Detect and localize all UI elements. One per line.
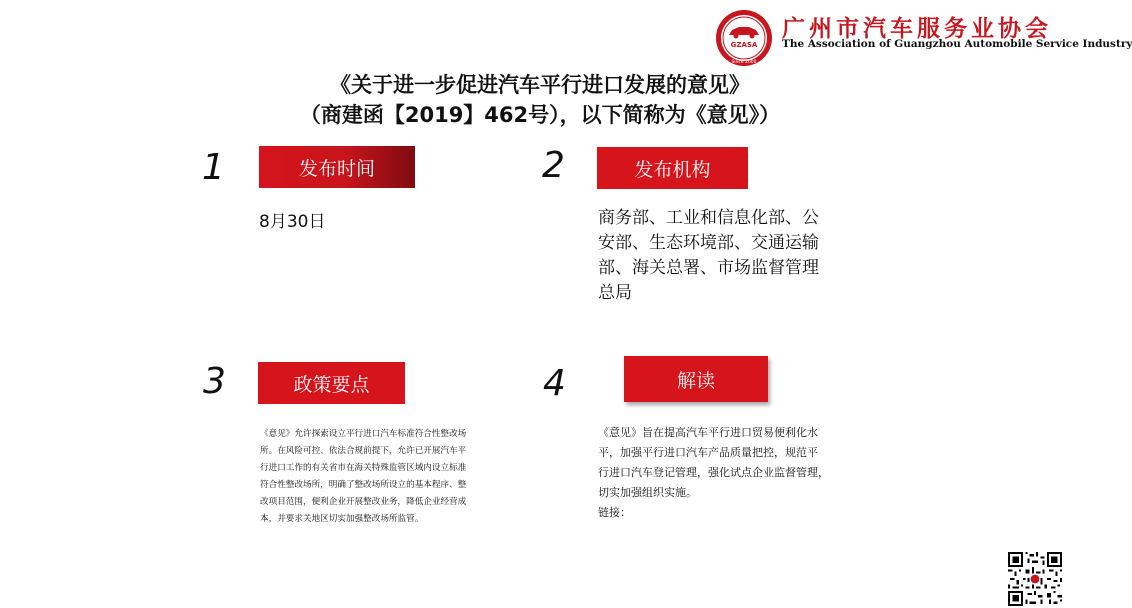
content-line: 所。在风险可控、依法合规前提下，允许已开展汽车平 — [260, 446, 467, 456]
content-line: 符合性整改场所，明确了整改场所设立的基本程序、整 — [260, 480, 467, 490]
qr-code-icon — [1008, 552, 1062, 606]
content-line: 《意见》旨在提高汽车平行进口贸易便利化水 — [598, 426, 818, 439]
section-number-4: 4 — [543, 363, 566, 404]
logo-text: GZASA — [730, 41, 758, 49]
document-title — [0, 70, 1080, 130]
section-label-interpretation: 解读 — [624, 356, 768, 402]
section-label-publisher: 发布机构 — [597, 147, 748, 189]
section-content-publisher — [598, 206, 819, 306]
content-line: 改项目范围，便利企业开展整改业务，降低企业经营成 — [260, 497, 467, 507]
content-line: 《意见》允许探索设立平行进口汽车标准符合性整改场 — [260, 429, 467, 439]
section-content-interpretation — [598, 423, 829, 523]
content-line: 8月30日 — [259, 212, 326, 232]
section-number-2: 2 — [542, 145, 565, 186]
section-number-3: 3 — [203, 361, 226, 402]
title-line-2: （商建函【2019】462号），以下简称为《意见》） — [299, 103, 781, 127]
section-label-publish-time: 发布时间 — [259, 146, 415, 188]
content-line: 行进口工作的有关省市在海关特殊监管区域内设立标准 — [260, 463, 467, 473]
content-line: 行进口汽车登记管理，强化试点企业监督管理， — [598, 466, 829, 479]
logo-since: Since 2000 — [731, 60, 757, 65]
content-line: 总局 — [598, 283, 632, 303]
content-line: 安部、生态环境部、交通运输 — [598, 233, 819, 253]
content-line: 商务部、工业和信息化部、公 — [598, 208, 819, 228]
content-line: 本，并要求关地区切实加强整改场所监管。 — [260, 514, 424, 524]
title-line-1: 《关于进一步促进汽车平行进口发展的意见》 — [330, 73, 750, 97]
content-line: 平，加强平行进口汽车产品质量把控，规范平 — [598, 446, 818, 459]
link-label: 链接： — [598, 506, 631, 519]
content-line: 部、海关总署、市场监督管理 — [598, 258, 819, 278]
organization-name-cn: 广州市汽车服务业协会 — [782, 16, 1052, 42]
section-label-policy-points: 政策要点 — [258, 362, 405, 404]
section-content-policy-points — [260, 426, 466, 528]
content-line: 切实加强组织实施。 — [598, 486, 697, 499]
organization-name-en: The Association of Guangzhou Automobile Service Industry — [782, 38, 1132, 50]
association-logo-icon — [714, 8, 774, 68]
section-number-1: 1 — [202, 147, 225, 188]
section-content-publish-time — [259, 210, 325, 235]
